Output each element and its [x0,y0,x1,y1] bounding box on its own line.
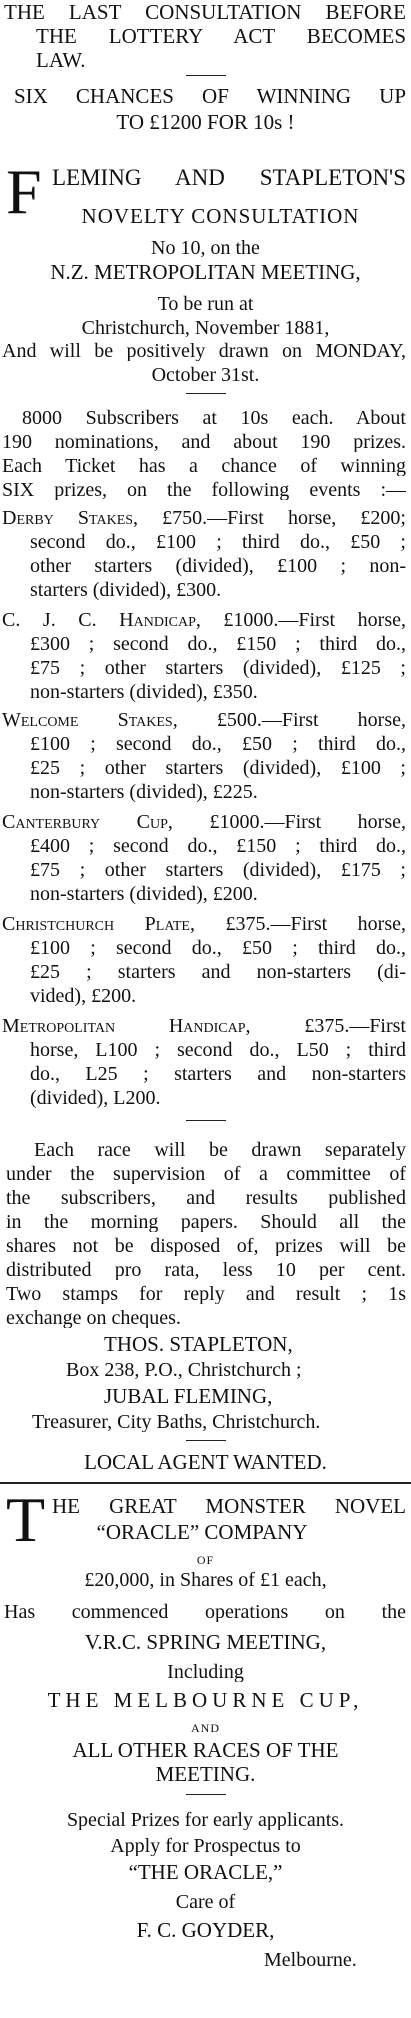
header-line-2: THE LOTTERY ACT BECOMES [36,26,406,47]
oracle-title-1: HE GREAT MONSTER NOVEL [52,1496,406,1517]
oracle-including: Including [167,1662,244,1682]
consultation-number: No 10, on the [151,238,260,258]
oracle-of: OF [196,1554,215,1566]
meeting-name: N.Z. METROPOLITAN MEETING, [50,262,361,283]
intro-line: SIX prizes, on the following events :— [2,480,406,500]
event-line: £75 ; other starters (divided), £175 ; [30,860,406,880]
divider [186,393,226,394]
oracle-other-races-2: MEETING. [155,1764,256,1785]
event-welcome-stakes: Welcome Stakes, £500.—First horse, [2,710,406,730]
event-line: £400 ; second do., £150 ; third do., [30,836,406,856]
event-line: £100 ; second do., £50 ; third do., [30,734,406,754]
event-name: Welcome Stakes [2,710,173,730]
oracle-title-2: “ORACLE” COMPANY [96,1522,308,1543]
drawing-line: in the morning papers. Should all the [6,1212,406,1232]
event-line: £75 ; other starters (divided), £125 ; [30,658,406,678]
event-line: £300 ; second do., £150 ; third do., [30,634,406,654]
event-line: (divided), L200. [30,1088,161,1108]
event-canterbury-cup: Canterbury Cup, £1000.—First horse, [2,812,406,832]
oracle-name: “THE ORACLE,” [128,1862,283,1883]
intro-line: 190 nominations, and about 190 prizes. [2,432,406,452]
signatory-name-2: JUBAL FLEMING, [104,1386,273,1407]
event-line: non-starters (divided), £225. [30,782,258,802]
event-line: £25 ; starters and non-starters (di- [30,962,406,982]
drawing-line: exchange on cheques. [6,1308,181,1328]
event-name: Derby Stakes [2,508,134,528]
event-line: non-starters (divided), £200. [30,884,258,904]
run-line-1: To be run at [157,294,254,314]
oracle-vrc-meeting: V.R.C. SPRING MEETING, [84,1632,327,1653]
event-name: C. J. C. Handicap [2,610,196,630]
divider [186,1440,226,1441]
firm-title: LEMING AND STAPLETON'S [52,166,406,189]
event-line: starters (divided), £300. [30,580,222,600]
drawing-line: under the supervision of a committee of [6,1164,406,1184]
oracle-special-prizes: Special Prizes for early applicants. [66,1810,345,1830]
oracle-apply: Apply for Prospectus to [110,1836,301,1856]
event-derby-stakes: Derby Stakes, £750.—First horse, £200; [2,508,406,528]
intro-line: Each Ticket has a chance of winning [2,456,406,476]
event-line: non-starters (divided), £350. [30,682,258,702]
intro-line: 8000 Subscribers at 10s each. About [22,408,406,428]
divider [186,1120,226,1121]
oracle-other-races-1: ALL OTHER RACES OF THE [72,1740,339,1761]
event-name: Metropolitan Handicap [2,1016,246,1036]
oracle-melbourne-cup: THE MELBOURNE CUP, [47,1690,364,1711]
event-line: second do., £100 ; third do., £50 ; [30,532,406,552]
oracle-and: AND [191,1722,220,1734]
chances-line-1: SIX CHANCES OF WINNING UP [14,86,406,107]
event-line: other starters (divided), £100 ; non- [30,556,406,576]
drawing-line: distributed pro rata, less 10 per cent. [6,1260,406,1280]
run-line-3: And will be positively drawn on MONDAY, [2,341,406,361]
run-line-4: October 31st. [151,365,260,385]
drop-cap-t: T [6,1484,46,1555]
event-line: £25 ; other starters (divided), £100 ; [30,758,406,778]
oracle-care-of: Care of [175,1892,236,1912]
event-line: do., L25 ; starters and non-starters [30,1064,406,1084]
local-agent-notice: LOCAL AGENT WANTED. [84,1452,327,1473]
event-name: Canterbury Cup [2,812,168,832]
drop-cap-f: F [6,156,42,227]
drawing-line: shares not be disposed of, prizes will be [6,1236,406,1256]
divider [186,1794,226,1795]
drawing-line: Two stamps for reply and result ; 1s [6,1284,406,1304]
event-cjc-handicap: C. J. C. Handicap, £1000.—First horse, [2,610,406,630]
chances-line-2: TO £1200 FOR 10s ! [116,112,295,133]
oracle-city: Melbourne. [264,1950,357,1970]
header-line-1: THE LAST CONSULTATION BEFORE [4,2,406,23]
event-christchurch-plate: Christchurch Plate, £375.—First horse, [2,914,406,934]
signatory-address-1: Box 238, P.O., Christchurch ; [66,1360,302,1380]
header-line-3: LAW. [36,50,86,71]
oracle-operations: Has commenced operations on the [4,1602,406,1622]
drawing-line: Each race will be drawn separately [34,1140,406,1160]
event-line: £100 ; second do., £50 ; third do., [30,938,406,958]
event-metropolitan-handicap: Metropolitan Handicap, £375.—First [2,1016,406,1036]
section-separator [0,1482,411,1484]
event-line: horse, L100 ; second do., L50 ; third [30,1040,406,1060]
run-line-2: Christchurch, November 1881, [81,318,330,338]
signatory-name-1: THOS. STAPLETON, [104,1334,293,1355]
firm-subtitle: NOVELTY CONSULTATION [81,206,360,227]
event-line: vided), £200. [30,986,137,1006]
signatory-address-2: Treasurer, City Baths, Christchurch. [32,1412,321,1432]
drawing-line: the subscribers, and results published [6,1188,406,1208]
oracle-goyder: F. C. GOYDER, [136,1920,275,1941]
divider [186,75,226,76]
oracle-shares: £20,000, in Shares of £1 each, [84,1570,327,1590]
event-name: Christchurch Plate [2,914,190,934]
